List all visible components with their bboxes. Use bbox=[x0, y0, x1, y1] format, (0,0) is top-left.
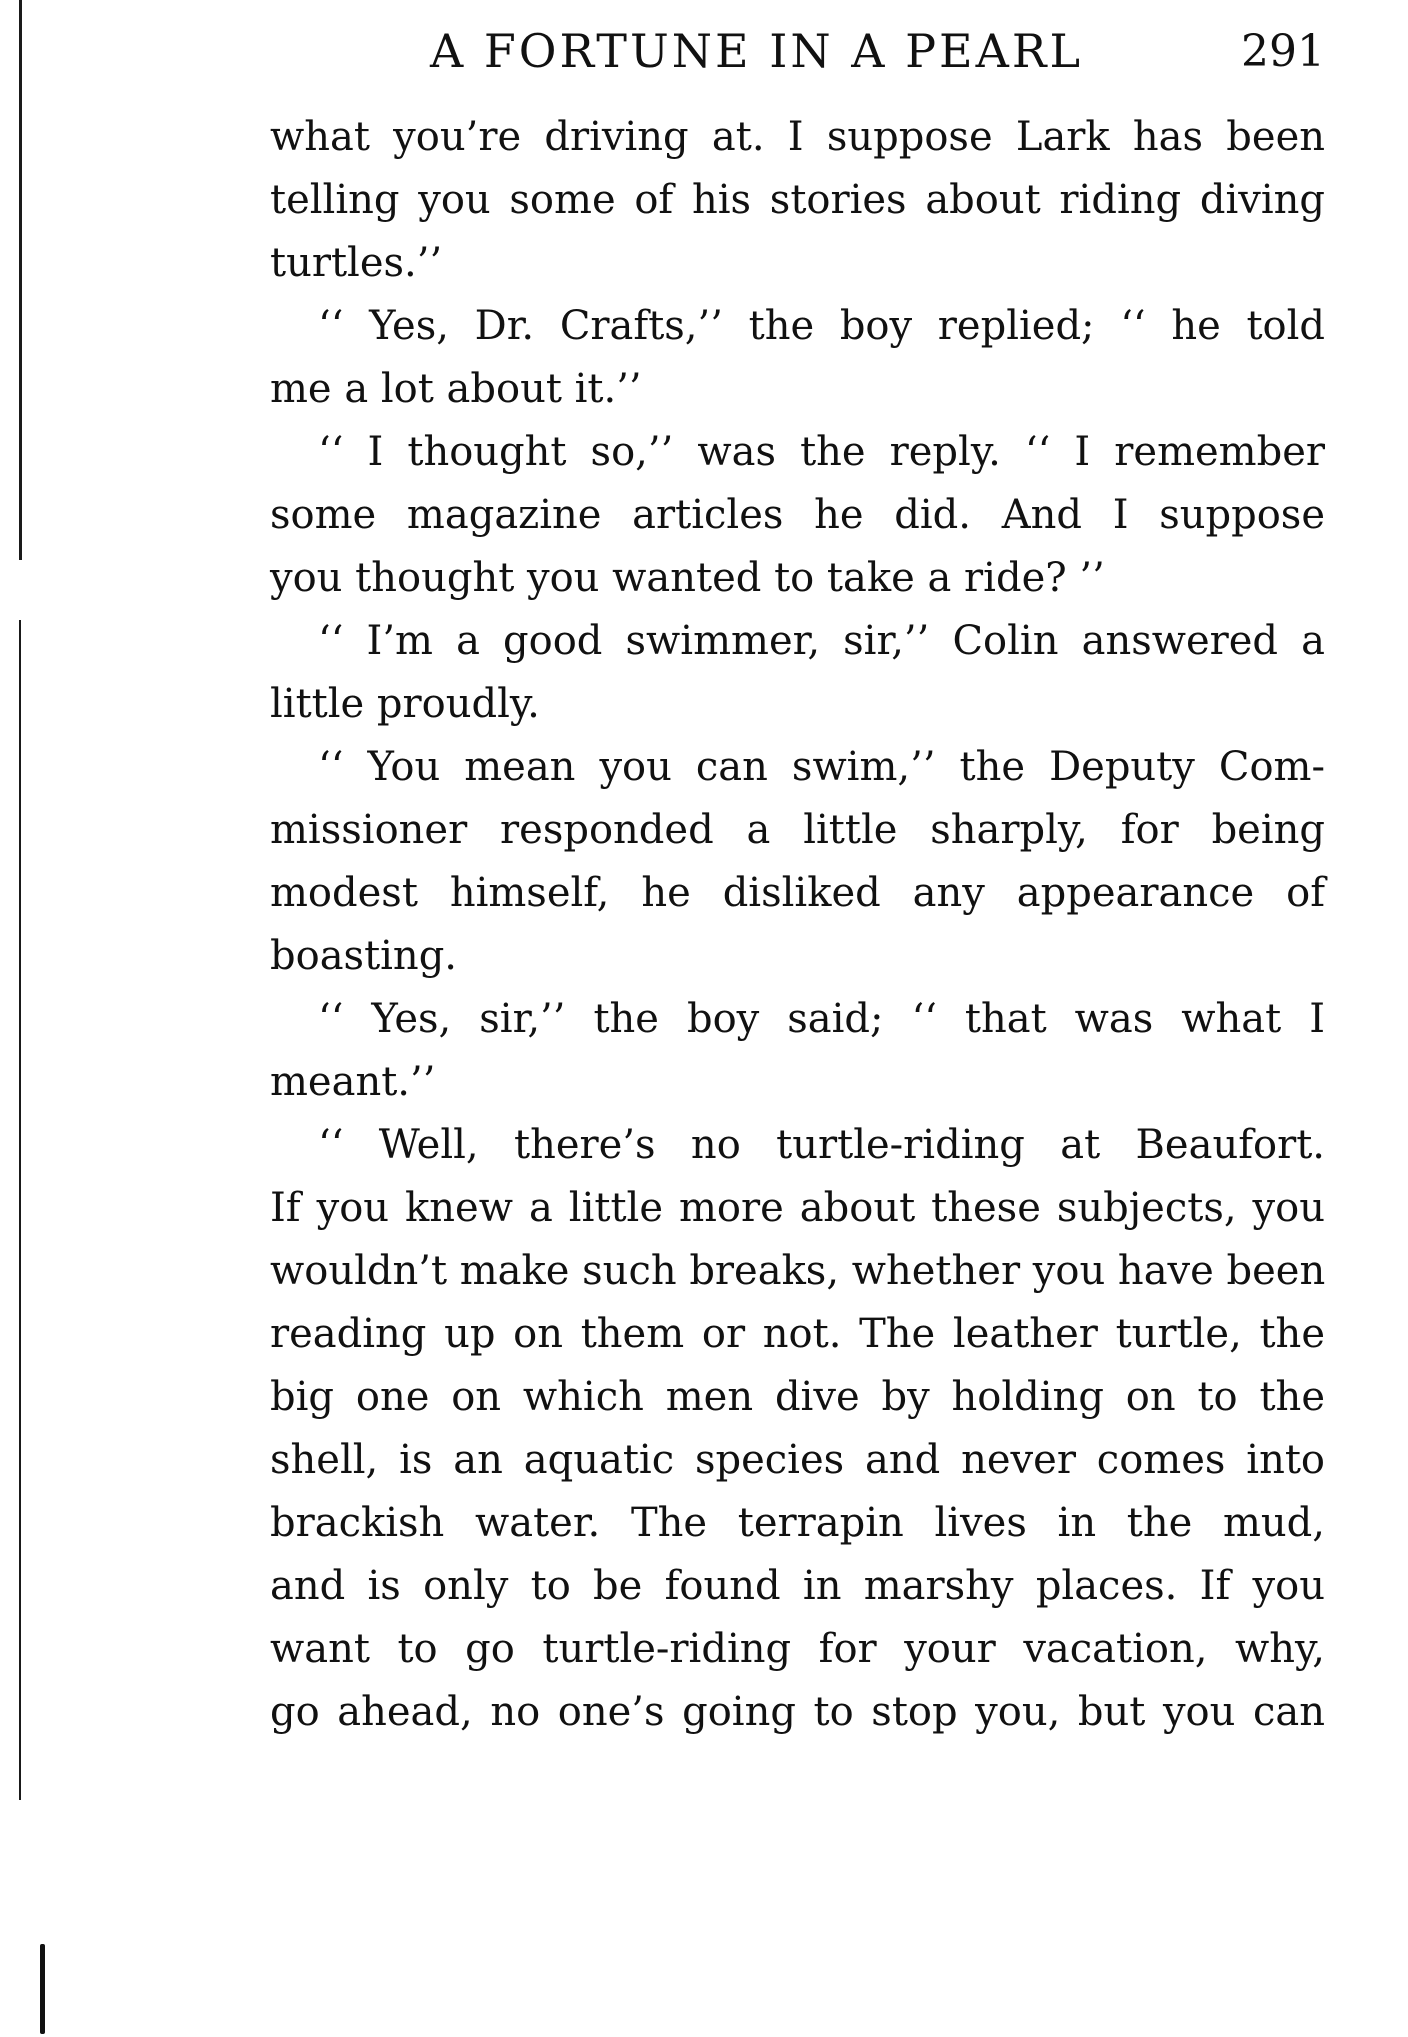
text-line: meant.’’ bbox=[270, 1059, 436, 1105]
running-header bbox=[270, 20, 1325, 90]
text-line: you thought you wanted to take a ride? ’’ bbox=[270, 555, 1105, 601]
text-line: ‘‘ Yes, sir,’’ the boy said; ‘‘ that was what I bbox=[318, 996, 1325, 1042]
text-line: big one on which men dive by holding on to the bbox=[270, 1374, 1325, 1420]
running-title: A FORTUNE IN A PEARL bbox=[430, 24, 1084, 78]
page-edge-line bbox=[19, 620, 21, 1800]
text-line: ‘‘ You mean you can swim,’’ the Deputy Com- bbox=[318, 744, 1325, 790]
text-line: If you knew a little more about these subjects, you bbox=[270, 1185, 1325, 1231]
text-line: and is only to be found in marshy places. If you bbox=[270, 1563, 1325, 1609]
text-line: telling you some of his stories about riding diving bbox=[270, 177, 1325, 223]
page-edge-line bbox=[19, 0, 22, 560]
text-line: missioner responded a little sharply, for being bbox=[270, 807, 1325, 853]
text-line: reading up on them or not. The leather turtle, the bbox=[270, 1311, 1325, 1357]
text-line: ‘‘ Well, there’s no turtle-riding at Beaufort. bbox=[318, 1122, 1325, 1168]
text-line: what you’re driving at. I suppose Lark has been bbox=[270, 114, 1325, 160]
text-line: shell, is an aquatic species and never comes into bbox=[270, 1437, 1325, 1483]
text-line: boasting. bbox=[270, 933, 458, 979]
text-line: go ahead, no one’s going to stop you, but you can bbox=[270, 1689, 1325, 1735]
page-edge-mark bbox=[40, 1944, 45, 2034]
body-text bbox=[270, 106, 1325, 1744]
text-line: some magazine articles he did. And I suppose bbox=[270, 492, 1325, 538]
text-line: ‘‘ I’m a good swimmer, sir,’’ Colin answered a bbox=[318, 618, 1325, 664]
text-line: brackish water. The terrapin lives in the mud, bbox=[270, 1500, 1325, 1546]
page-number: 291 bbox=[1241, 26, 1325, 77]
text-line: little proudly. bbox=[270, 681, 540, 727]
text-line: ‘‘ Yes, Dr. Crafts,’’ the boy replied; ‘‘ he told bbox=[318, 303, 1325, 349]
text-line: me a lot about it.’’ bbox=[270, 366, 642, 412]
text-line: turtles.’’ bbox=[270, 240, 443, 286]
text-line: wouldn’t make such breaks, whether you have been bbox=[270, 1248, 1326, 1294]
text-line: ‘‘ I thought so,’’ was the reply. ‘‘ I remember bbox=[318, 429, 1325, 475]
text-line: want to go turtle-riding for your vacation, why, bbox=[270, 1626, 1325, 1672]
text-line: modest himself, he disliked any appearance of bbox=[270, 870, 1325, 916]
